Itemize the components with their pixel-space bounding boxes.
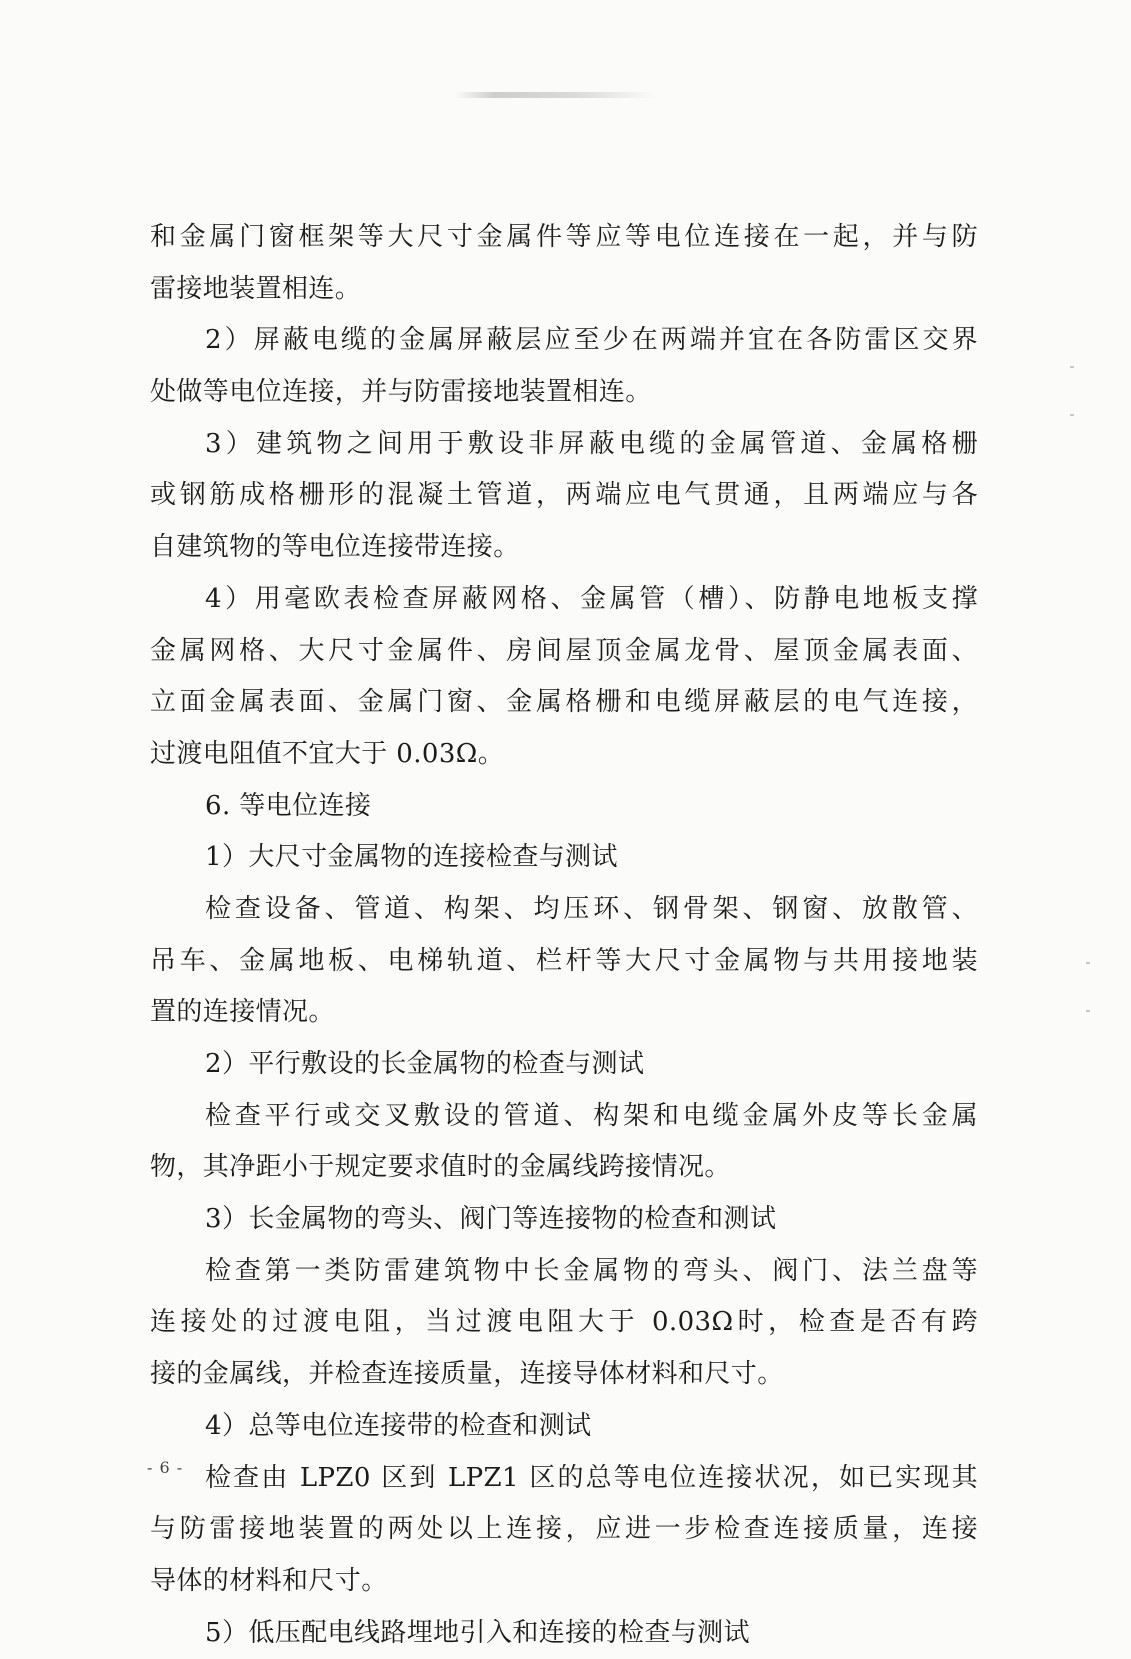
text-line: 或钢筋成格栅形的混凝土管道，两端应电气贯通，且两端应与各 <box>150 480 978 511</box>
header-smudge <box>455 92 655 98</box>
text-line: 金属网格、大尺寸金属件、房间屋顶金属龙骨、屋顶金属表面、 <box>150 635 978 666</box>
scan-mark <box>1086 1010 1090 1012</box>
text-line: 接的金属线，并检查连接质量，连接导体材料和尺寸。 <box>150 1359 784 1390</box>
text-line: 立面金属表面、金属门窗、金属格栅和电缆屏蔽层的电气连接， <box>150 687 978 718</box>
text-line: 连接处的过渡电阻，当过渡电阻大于 0.03Ω时，检查是否有跨 <box>150 1307 978 1338</box>
text-line: 检查由 LPZ0 区到 LPZ1 区的总等电位连接状况，如已实现其 <box>205 1462 978 1493</box>
text-line: 4）总等电位连接带的检查和测试 <box>205 1410 592 1441</box>
page-number: - 6 - <box>147 1458 184 1477</box>
text-line: 3）长金属物的弯头、阀门等连接物的检查和测试 <box>205 1204 777 1235</box>
text-line: 吊车、金属地板、电梯轨道、栏杆等大尺寸金属物与共用接地装 <box>150 945 978 976</box>
text-line: 自建筑物的等电位连接带连接。 <box>150 532 520 563</box>
text-line: 与防雷接地装置的两处以上连接，应进一步检查连接质量，连接 <box>150 1514 978 1545</box>
text-line: 和金属门窗框架等大尺寸金属件等应等电位连接在一起，并与防 <box>150 222 978 252</box>
text-line: 3）建筑物之间用于敷设非屏蔽电缆的金属管道、金属格栅 <box>205 428 978 459</box>
text-line: 处做等电位连接，并与防雷接地装置相连。 <box>150 377 652 408</box>
scan-mark <box>1086 962 1090 964</box>
text-line: 物，其净距小于规定要求值时的金属线跨接情况。 <box>150 1152 731 1183</box>
text-line: 雷接地装置相连。 <box>150 273 362 304</box>
body-text <box>150 212 978 1659</box>
text-line: 检查平行或交叉敷设的管道、构架和电缆金属外皮等长金属 <box>205 1100 978 1131</box>
text-line: 导体的材料和尺寸。 <box>150 1565 388 1596</box>
text-line: 检查设备、管道、构架、均压环、钢骨架、钢窗、放散管、 <box>205 893 978 924</box>
text-line: 2）平行敷设的长金属物的检查与测试 <box>205 1049 645 1079</box>
text-line: 1）大尺寸金属物的连接检查与测试 <box>205 842 618 873</box>
text-line: 2）屏蔽电缆的金属屏蔽层应至少在两端并宜在各防雷区交界 <box>205 325 978 356</box>
text-line: 4）用毫欧表检查屏蔽网格、金属管（槽）、防静电地板支撑 <box>205 583 978 614</box>
scan-mark <box>1070 366 1074 368</box>
text-line: 过渡电阻值不宜大于 0.03Ω。 <box>150 738 505 769</box>
text-line: 5）低压配电线路埋地引入和连接的检查与测试 <box>205 1617 750 1648</box>
text-line: 置的连接情况。 <box>150 997 335 1028</box>
scan-mark <box>1070 414 1074 416</box>
text-line: 6. 等电位连接 <box>205 790 372 821</box>
text-line: 检查第一类防雷建筑物中长金属物的弯头、阀门、法兰盘等 <box>205 1255 978 1286</box>
